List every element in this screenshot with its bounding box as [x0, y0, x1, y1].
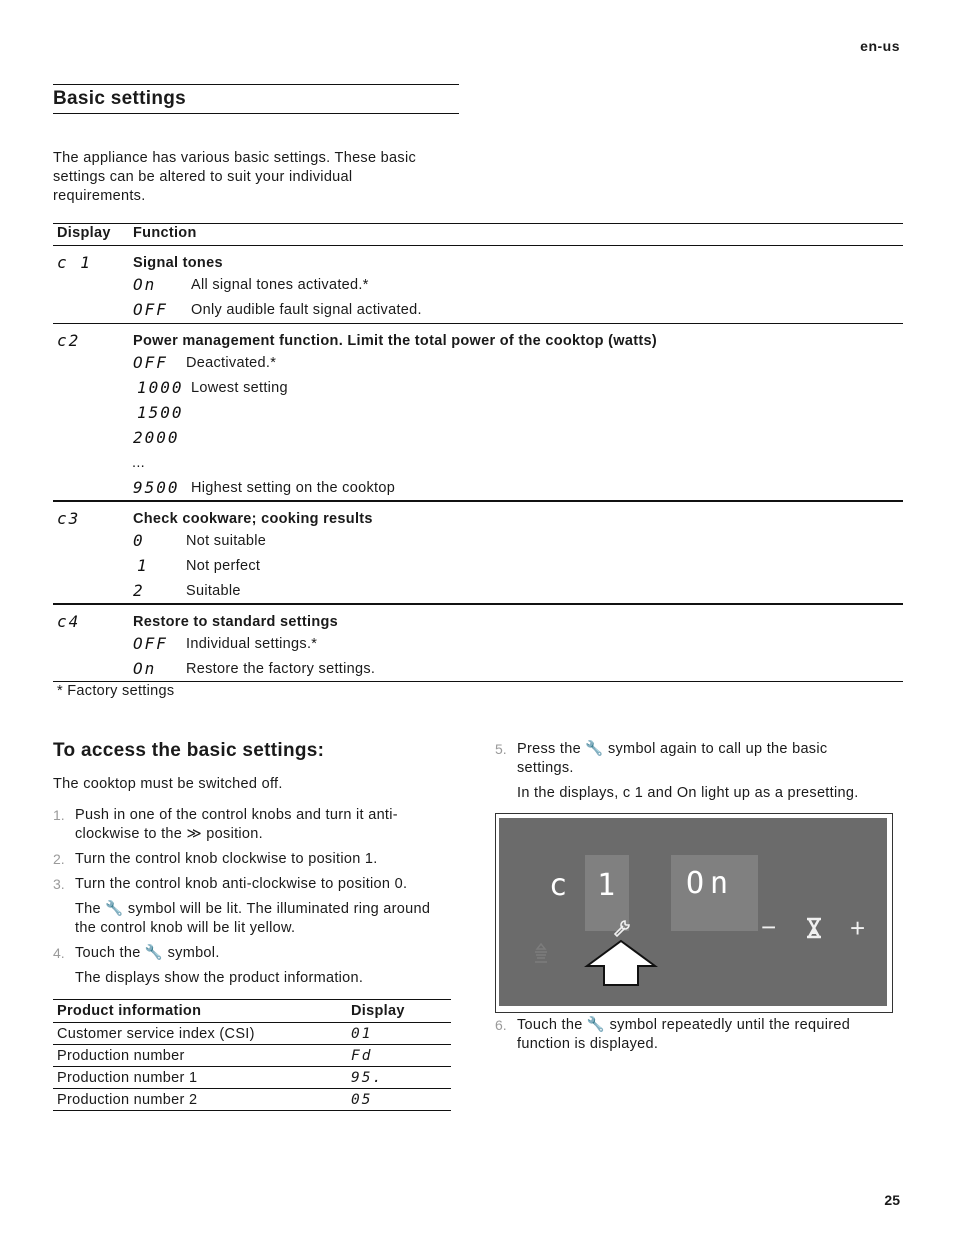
table-row: [53, 1067, 451, 1089]
product-info-table: [53, 999, 451, 1111]
step-number: 5.: [495, 741, 507, 757]
setting-code: c 1: [57, 253, 92, 272]
intro-line: settings can be altered to suit your individual: [53, 169, 353, 185]
option-display: 2: [133, 581, 145, 600]
setting-code: c2: [57, 331, 81, 350]
option-display: 0: [133, 531, 145, 550]
option-display: 1500: [137, 403, 184, 422]
step-text: Turn the control knob anti-clockwise to position 0.: [75, 876, 408, 892]
option-display: OFF: [133, 353, 168, 372]
step-number: 6.: [495, 1017, 507, 1033]
note-line: The 🔧 symbol will be lit. The illuminated ring around: [75, 901, 431, 917]
left-display: c 1: [549, 868, 622, 903]
step-number: 2.: [53, 851, 65, 867]
step-number: 1.: [53, 807, 65, 823]
step-line: Press the 🔧 symbol again to call up the basic: [517, 741, 828, 757]
access-title: To access the basic settings:: [53, 740, 325, 761]
option-text: All signal tones activated.*: [191, 277, 369, 293]
step-note: [75, 900, 430, 938]
setting-title: Power management function. Limit the total power of the cooktop (watts): [133, 333, 657, 349]
table-rule: [53, 603, 903, 605]
option-text: Only audible fault signal activated.: [191, 302, 422, 318]
cell-display: 95.: [347, 1067, 451, 1089]
title-rule-top: [53, 84, 459, 85]
col-header: Display: [347, 1000, 451, 1023]
table-header-row: [53, 1000, 451, 1023]
cell-display: 05: [347, 1089, 451, 1111]
table-rule: [53, 245, 903, 246]
setting-title: Signal tones: [133, 255, 223, 271]
cell-label: Production number: [53, 1045, 347, 1067]
setting-title: Check cookware; cooking results: [133, 511, 373, 527]
option-text: Highest setting on the cooktop: [191, 480, 396, 496]
plus-icon: +: [850, 913, 866, 943]
step-line: Push in one of the control knobs and turn it anti-: [75, 807, 398, 823]
option-text: Individual settings.*: [186, 636, 318, 652]
table-rule: [53, 681, 903, 682]
step-number: 3.: [53, 876, 65, 892]
option-display: 9500: [133, 478, 180, 497]
cell-display: 01: [347, 1023, 451, 1045]
intro-line: The appliance has various basic settings. These basic: [53, 150, 417, 166]
col-header-display: Display: [57, 225, 111, 241]
wrench-icon: [612, 918, 632, 938]
cell-display: Fd: [347, 1045, 451, 1067]
step-text: [75, 806, 398, 844]
option-text: Not suitable: [186, 533, 267, 549]
page-number: 25: [884, 1192, 900, 1208]
option-display: 1000: [137, 378, 184, 397]
option-ellipsis: ...: [132, 455, 145, 471]
setting-code: c4: [57, 612, 81, 631]
col-header: Product information: [53, 1000, 347, 1023]
step-text: [517, 740, 827, 778]
table-row: [53, 1089, 451, 1111]
option-display: On: [133, 659, 157, 678]
footnote: * Factory settings: [57, 683, 175, 699]
option-display: On: [133, 275, 157, 294]
note-line: the control knob will be lit yellow.: [75, 920, 296, 936]
step-line: clockwise to the ≫ position.: [75, 826, 263, 842]
option-display: 1: [137, 556, 149, 575]
step-note: The displays show the product information.: [75, 970, 364, 986]
precondition: The cooktop must be switched off.: [53, 776, 283, 792]
option-text: Restore the factory settings.: [186, 661, 376, 677]
option-text: Not perfect: [186, 558, 261, 574]
arrow-up-icon: [584, 938, 658, 988]
option-display: OFF: [133, 634, 168, 653]
step-text: Turn the control knob clockwise to position 1.: [75, 851, 378, 867]
step-text: [517, 1016, 850, 1054]
step-number: 4.: [53, 945, 65, 961]
hourglass-icon: [804, 917, 824, 939]
table-row: [53, 1045, 451, 1067]
language-code: en-us: [860, 38, 900, 54]
table-rule: [53, 323, 903, 324]
cell-label: Customer service index (CSI): [53, 1023, 347, 1045]
section-title: Basic settings: [53, 88, 187, 109]
setting-code: c3: [57, 509, 81, 528]
intro-line: requirements.: [53, 188, 146, 204]
option-text: Suitable: [186, 583, 241, 599]
option-text: Deactivated.*: [186, 355, 277, 371]
cell-label: Production number 1: [53, 1067, 347, 1089]
setting-title: Restore to standard settings: [133, 614, 338, 630]
option-text: Lowest setting: [191, 380, 288, 396]
right-display: On: [686, 866, 735, 901]
cell-label: Production number 2: [53, 1089, 347, 1111]
title-rule-bottom: [53, 113, 459, 114]
child-lock-icon: [532, 942, 550, 964]
step-line: Touch the 🔧 symbol repeatedly until the required: [517, 1017, 851, 1033]
table-row: [53, 1023, 451, 1045]
intro-text: [53, 149, 416, 206]
control-panel-illustration: [499, 818, 887, 1006]
minus-icon: −: [761, 912, 777, 942]
step-text: Touch the 🔧 symbol.: [75, 945, 220, 961]
option-display: OFF: [133, 300, 168, 319]
step-note: In the displays, c 1 and On light up as a presetting.: [517, 785, 859, 801]
step-line: settings.: [517, 760, 574, 776]
step-line: function is displayed.: [517, 1036, 659, 1052]
col-header-function: Function: [133, 225, 197, 241]
option-display: 2000: [133, 428, 180, 447]
table-rule: [53, 500, 903, 502]
